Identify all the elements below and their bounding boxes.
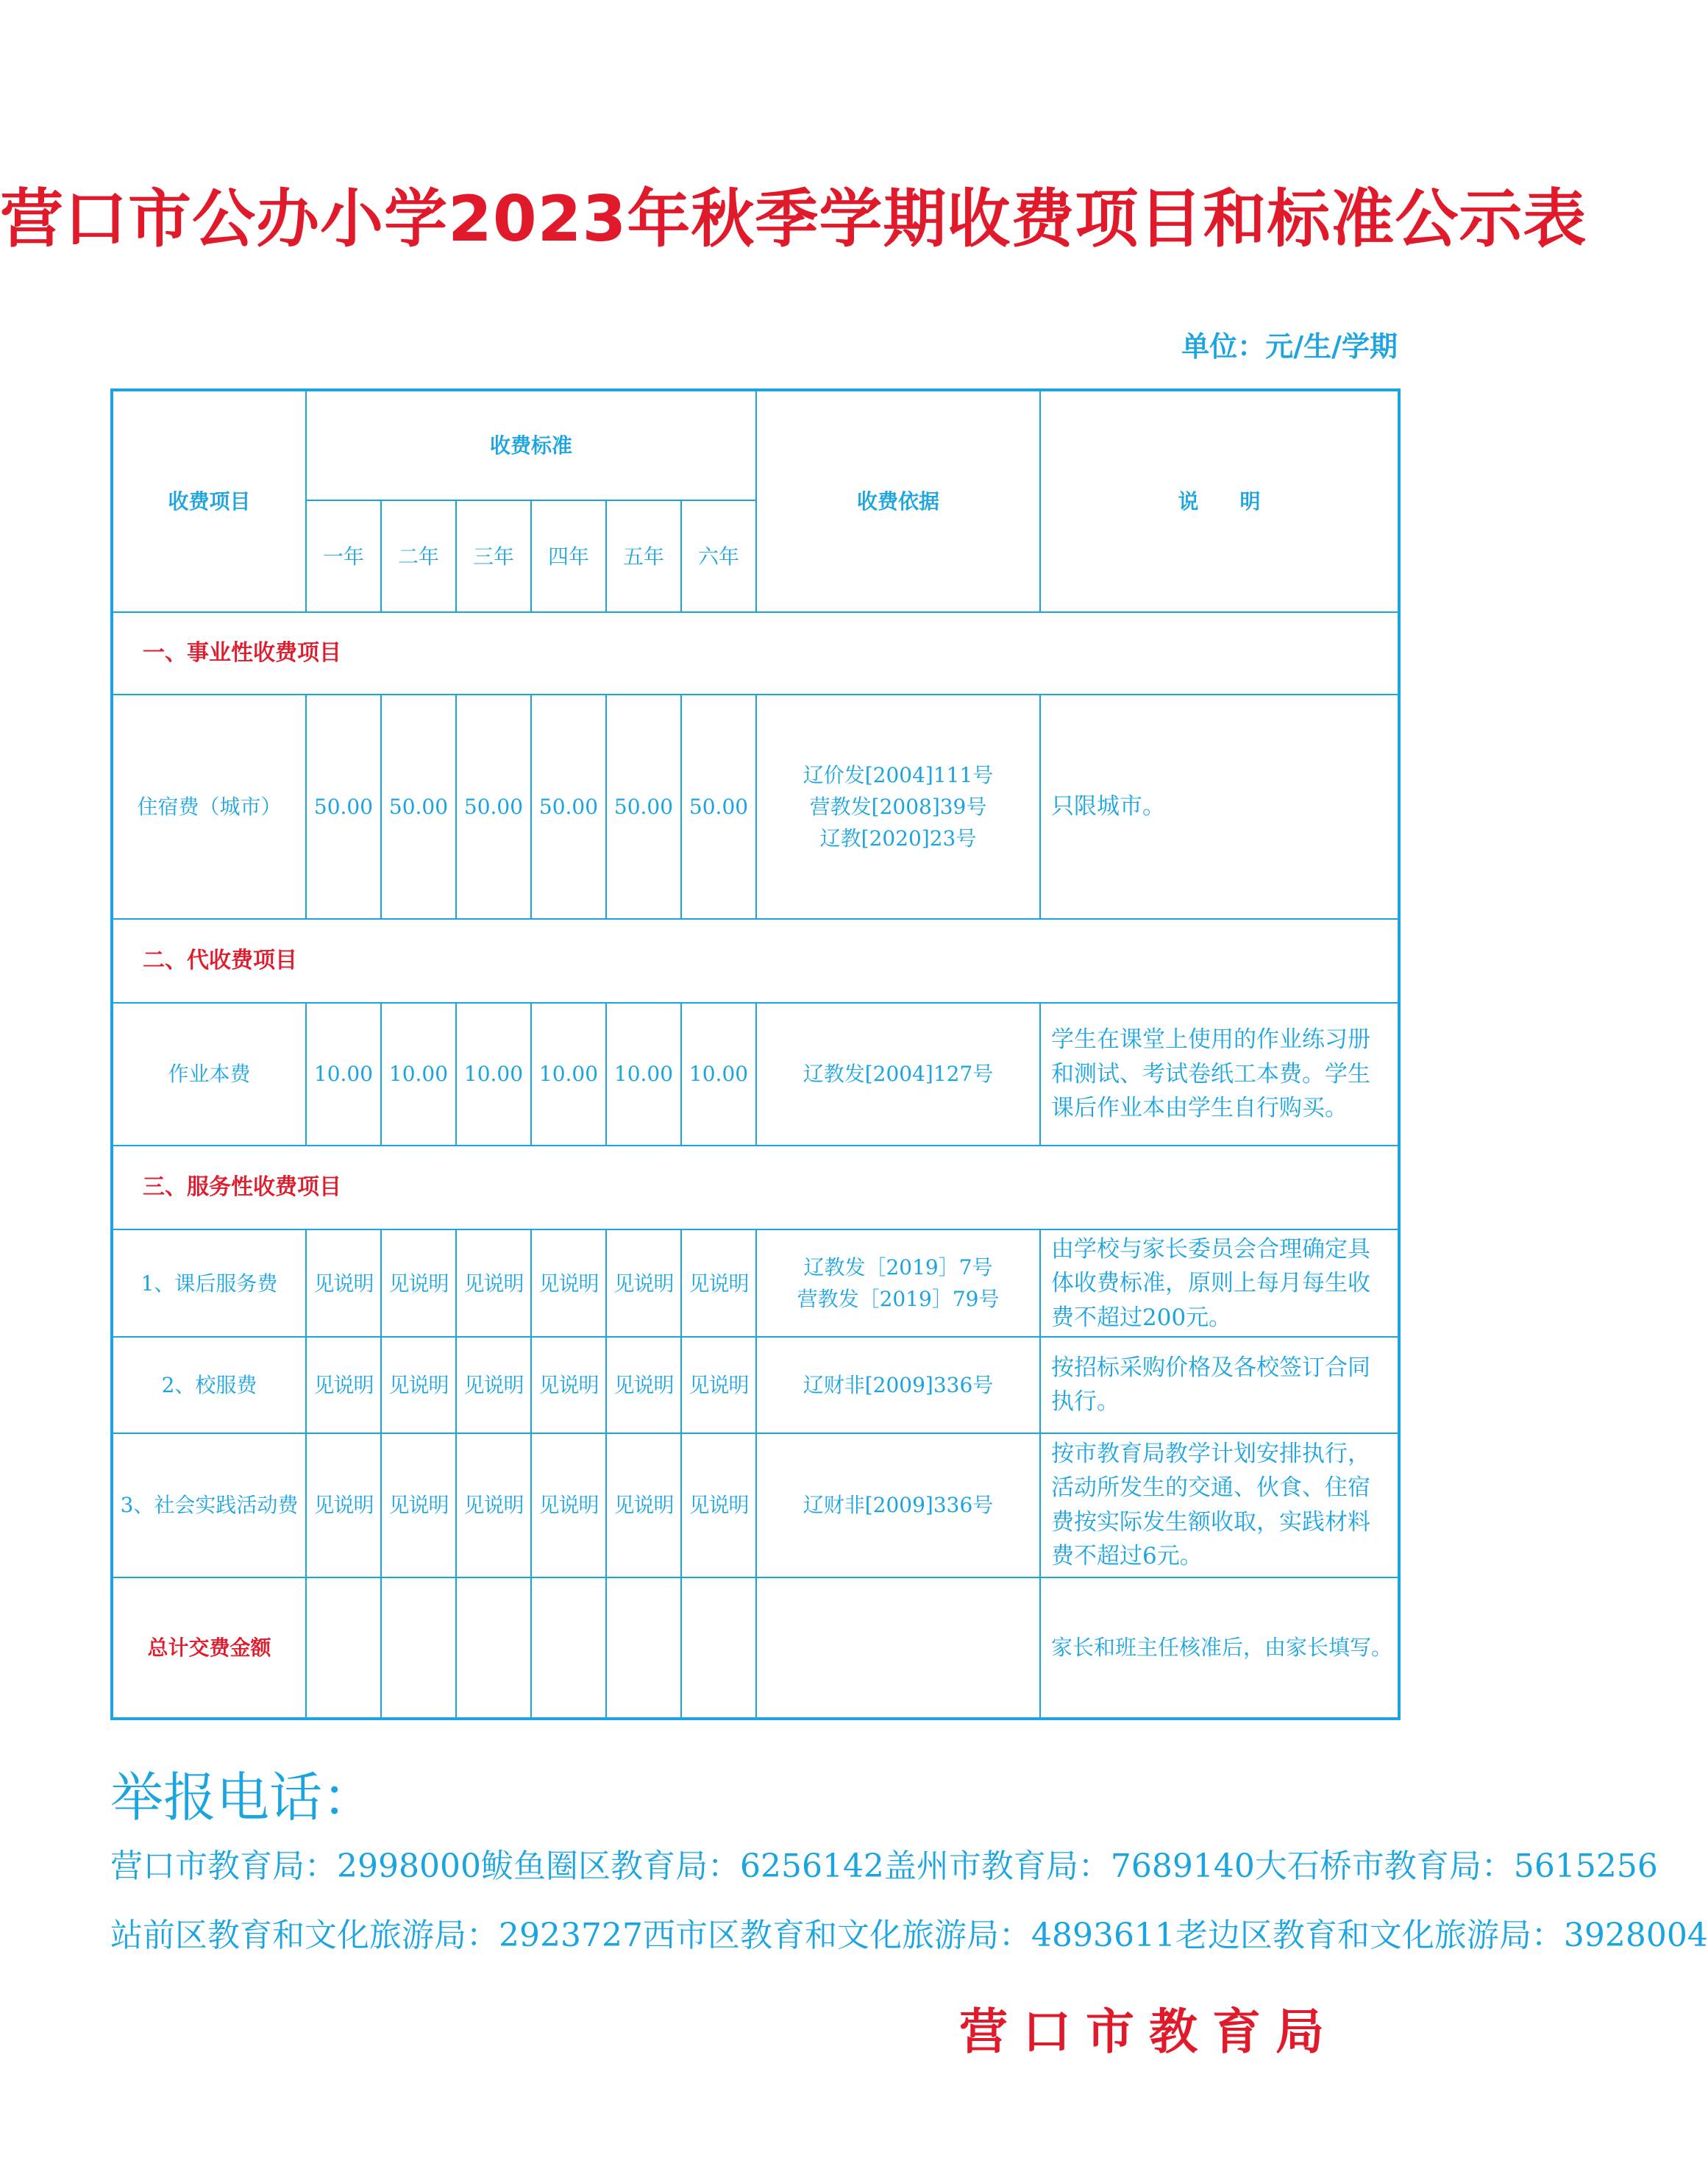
fee-value: 50.00: [456, 695, 531, 918]
table-row: [112, 1433, 1399, 1577]
grade-header: 五年: [606, 500, 681, 612]
basis-line: 辽财非[2009]336号: [803, 1372, 994, 1397]
header-note: 说 明: [1040, 390, 1399, 612]
empty-cell: [456, 1577, 531, 1719]
fee-value: 见说明: [381, 1337, 456, 1433]
fee-value: 50.00: [381, 695, 456, 918]
fee-value: 见说明: [306, 1433, 381, 1577]
fee-value: 见说明: [531, 1433, 606, 1577]
table-row: [112, 695, 1399, 918]
fee-note: 由学校与家长委员会合理确定具体收费标准，原则上每月每生收费不超过200元。: [1040, 1229, 1399, 1337]
fee-value: 见说明: [306, 1229, 381, 1337]
header-standard: 收费标准: [306, 390, 756, 500]
header-basis: 收费依据: [756, 390, 1040, 612]
fee-basis: [756, 1229, 1040, 1337]
fee-value: 见说明: [606, 1337, 681, 1433]
fee-value: 见说明: [681, 1337, 756, 1433]
basis-line: 辽教发[2004]127号: [803, 1062, 994, 1087]
fee-value: 见说明: [606, 1433, 681, 1577]
grade-header: 六年: [681, 500, 756, 612]
basis-line: 辽财非[2009]336号: [803, 1492, 994, 1517]
fee-value: 10.00: [306, 1003, 381, 1146]
phone-list-row: [110, 1909, 1708, 1956]
phone-entry: 西市区教育和文化旅游局：4893611: [642, 1917, 1175, 1954]
page-title: 营口市公办小学2023年秋季学期收费项目和标准公示表: [0, 182, 1587, 256]
fee-value: 10.00: [381, 1003, 456, 1146]
item-name: 作业本费: [112, 1003, 306, 1146]
fee-note: 只限城市。: [1040, 695, 1399, 918]
item-name: 3、社会实践活动费: [112, 1433, 306, 1577]
fee-value: 见说明: [681, 1229, 756, 1337]
unit-label: 单位：元/生/学期: [1181, 330, 1398, 363]
fee-value: 见说明: [306, 1337, 381, 1433]
fee-value: 见说明: [681, 1433, 756, 1577]
empty-cell: [681, 1577, 756, 1719]
grade-header: 一年: [306, 500, 381, 612]
total-label: 总计交费金额: [112, 1577, 306, 1719]
basis-line: 辽教发［2019］7号: [803, 1254, 993, 1279]
section-title: 二、代收费项目: [112, 919, 1399, 1003]
grade-header: 三年: [456, 500, 531, 612]
fee-value: 见说明: [456, 1229, 531, 1337]
section-title: 一、事业性收费项目: [112, 612, 1399, 695]
empty-cell: [606, 1577, 681, 1719]
section-title: 三、服务性收费项目: [112, 1146, 1399, 1229]
phone-entry: 营口市教育局：2998000: [110, 1847, 481, 1885]
fee-value: 50.00: [306, 695, 381, 918]
fee-value: 见说明: [381, 1433, 456, 1577]
table-row: [112, 1229, 1399, 1337]
fee-value: 50.00: [606, 695, 681, 918]
empty-cell: [756, 1577, 1040, 1719]
fee-note: 学生在课堂上使用的作业练习册和测试、考试卷纸工本费。学生课后作业本由学生自行购买。: [1040, 1003, 1399, 1146]
empty-cell: [381, 1577, 456, 1719]
fee-note: 按市教育局教学计划安排执行，活动所发生的交通、伙食、住宿费按实际发生额收取，实践材料费不超过6元。: [1040, 1433, 1399, 1577]
item-name: 1、课后服务费: [112, 1229, 306, 1337]
phone-entry: 站前区教育和文化旅游局：2923727: [110, 1917, 643, 1954]
grade-header: 二年: [381, 500, 456, 612]
item-name: 住宿费（城市）: [112, 695, 306, 918]
phone-entry: 鲅鱼圈区教育局：6256142: [480, 1847, 884, 1885]
issuer-name: 营口市教育局: [959, 2003, 1339, 2060]
phone-list-row: [110, 1839, 1658, 1886]
fee-basis: [756, 1003, 1040, 1146]
table-row: [112, 1337, 1399, 1433]
basis-line: 辽教[2020]23号: [819, 826, 977, 851]
empty-cell: [531, 1577, 606, 1719]
fee-value: 10.00: [531, 1003, 606, 1146]
total-note: 家长和班主任核准后，由家长填写。: [1040, 1577, 1399, 1719]
header-item: 收费项目: [112, 390, 306, 612]
fee-value: 见说明: [456, 1433, 531, 1577]
fee-value: 见说明: [381, 1229, 456, 1337]
phone-entry: 大石桥市教育局：5615256: [1254, 1847, 1658, 1885]
basis-line: 辽价发[2004]111号: [803, 762, 994, 787]
fee-table: [110, 388, 1401, 1720]
empty-cell: [306, 1577, 381, 1719]
fee-note: 按招标采购价格及各校签订合同执行。: [1040, 1337, 1399, 1433]
grade-header: 四年: [531, 500, 606, 612]
fee-value: 见说明: [531, 1337, 606, 1433]
basis-line: 营教发［2019］79号: [797, 1287, 1000, 1312]
fee-basis: [756, 695, 1040, 918]
fee-value: 10.00: [456, 1003, 531, 1146]
phone-entry: 老边区教育和文化旅游局：3928004: [1175, 1917, 1708, 1954]
basis-line: 营教发[2008]39号: [809, 794, 987, 819]
fee-value: 见说明: [456, 1337, 531, 1433]
item-name: 2、校服费: [112, 1337, 306, 1433]
fee-value: 10.00: [606, 1003, 681, 1146]
phone-entry: 盖州市教育局：7689140: [883, 1847, 1255, 1885]
fee-value: 10.00: [681, 1003, 756, 1146]
fee-basis: [756, 1337, 1040, 1433]
table-row: [112, 1003, 1399, 1146]
fee-value: 50.00: [531, 695, 606, 918]
total-row: [112, 1577, 1399, 1719]
report-phone-title: 举报电话：: [110, 1767, 376, 1828]
fee-basis: [756, 1433, 1040, 1577]
fee-value: 见说明: [606, 1229, 681, 1337]
fee-value: 50.00: [681, 695, 756, 918]
fee-value: 见说明: [531, 1229, 606, 1337]
